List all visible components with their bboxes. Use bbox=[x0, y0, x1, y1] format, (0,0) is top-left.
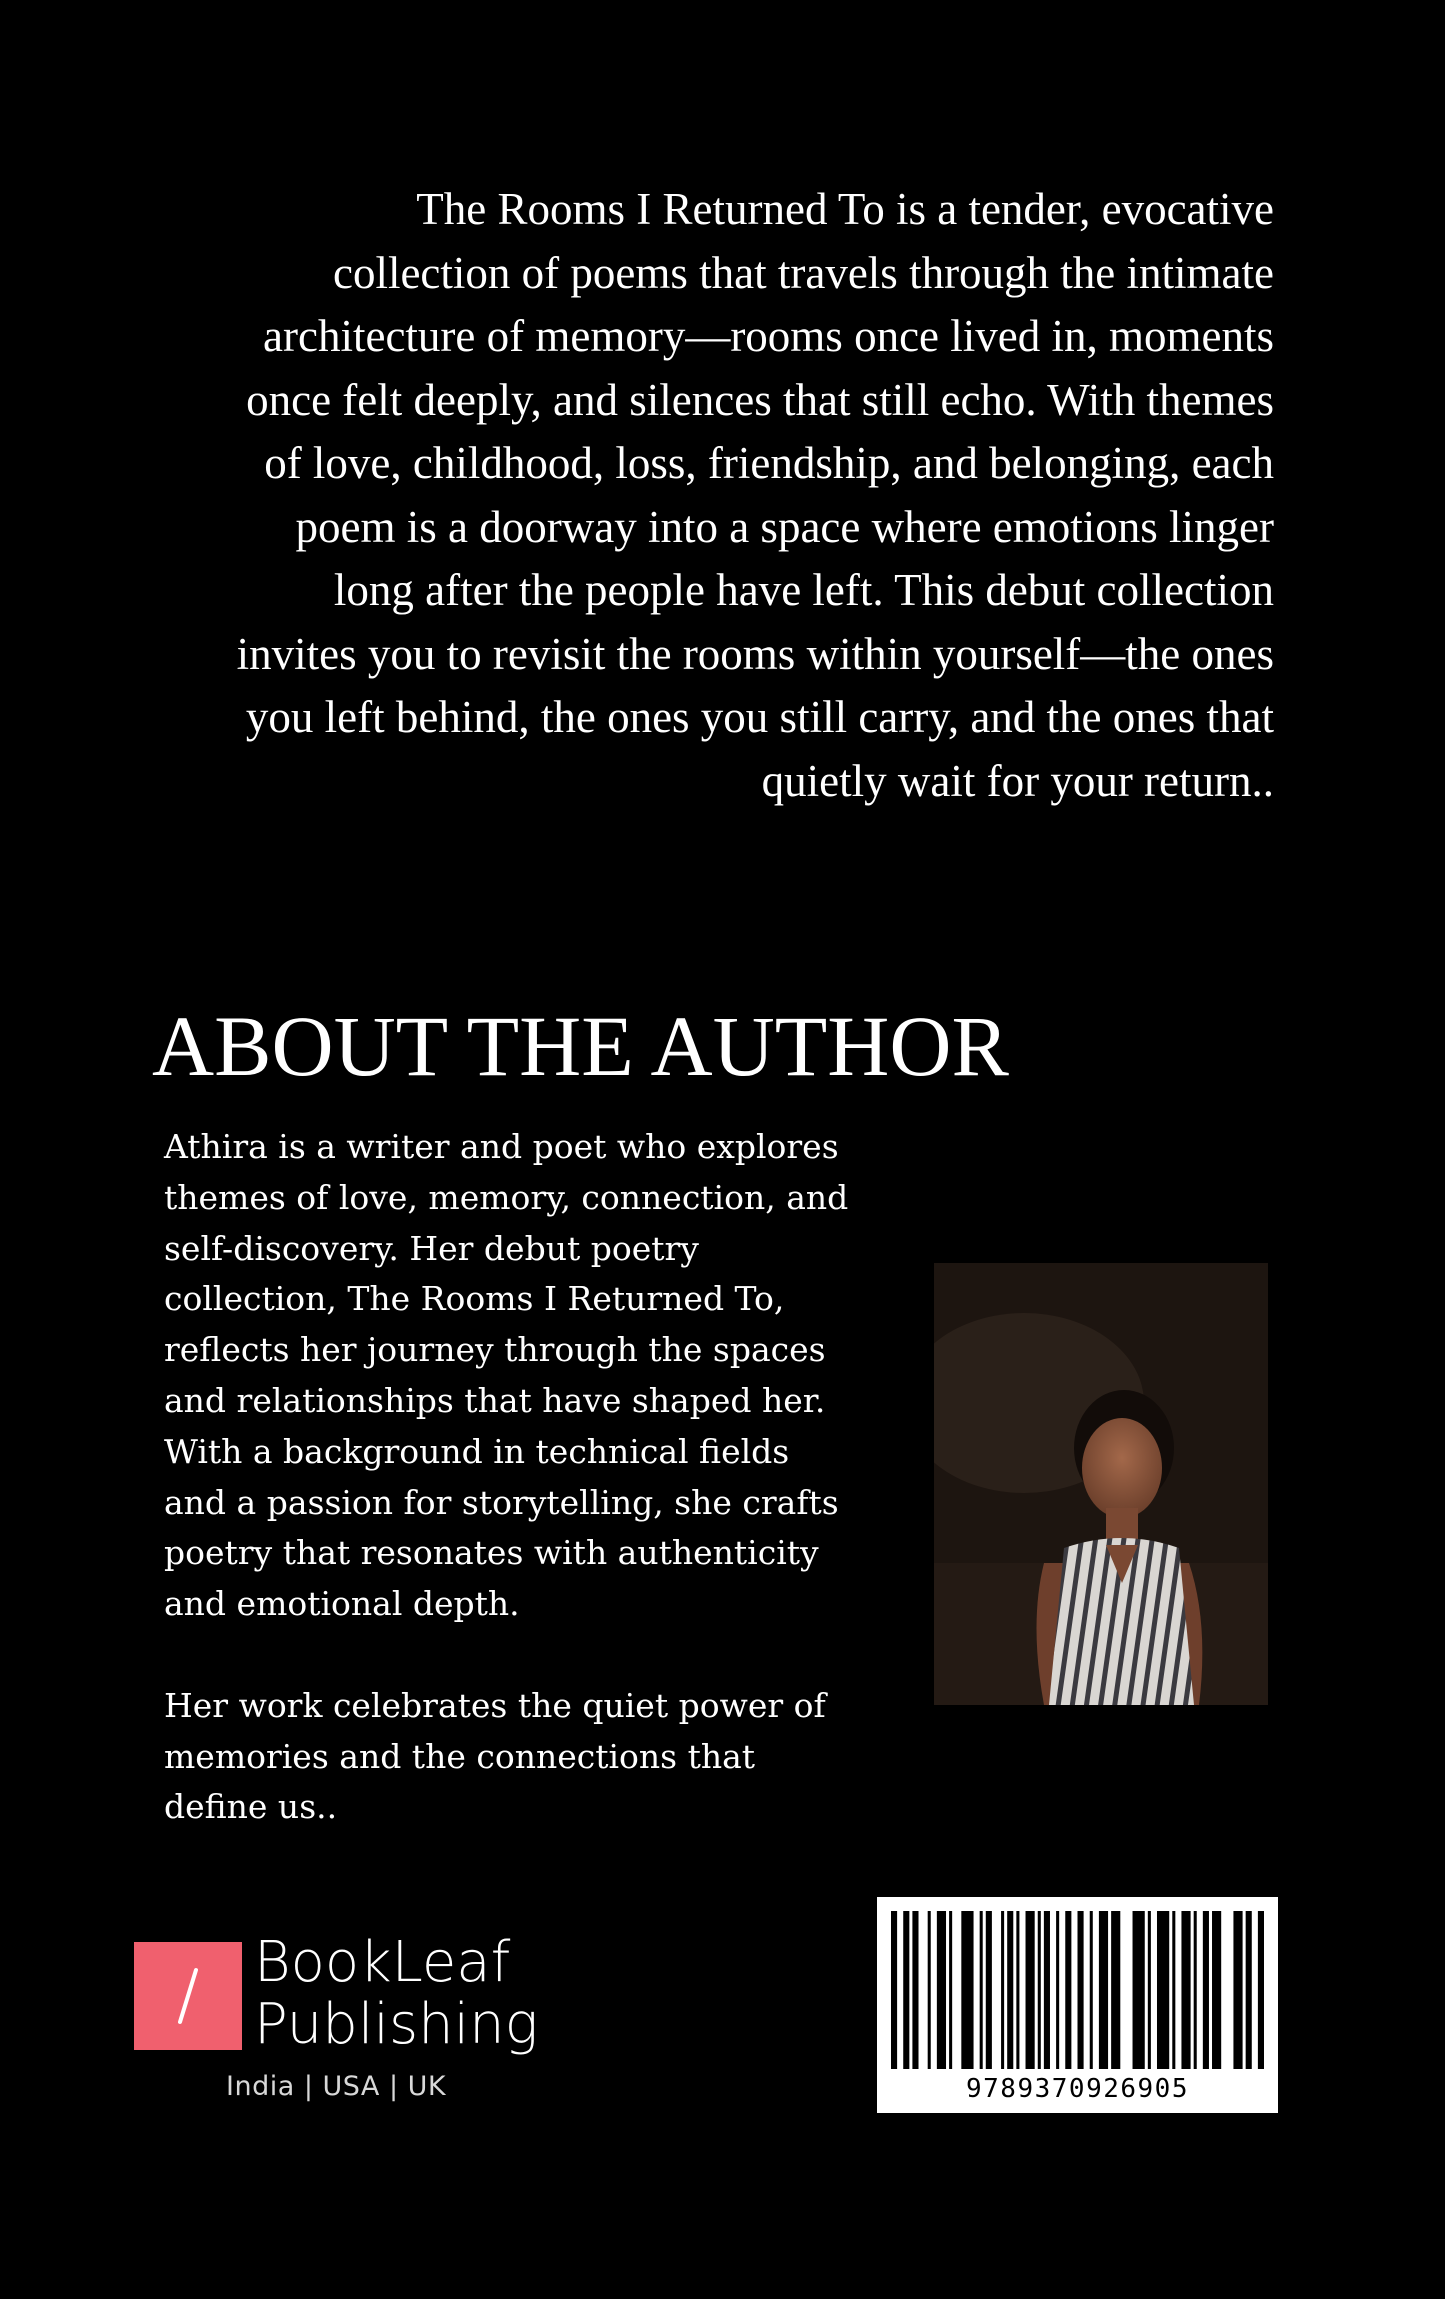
bio-line: themes of love, memory, connection, and bbox=[164, 1177, 849, 1217]
bio-line: With a background in technical fields bbox=[164, 1431, 790, 1471]
blurb-line: The Rooms I Returned To is a tender, evocative bbox=[416, 184, 1274, 234]
isbn-number: 9789370926905 bbox=[966, 2074, 1189, 2104]
bio-line: Athira is a writer and poet who explores bbox=[164, 1127, 839, 1166]
barcode-bar bbox=[1203, 1911, 1209, 2069]
author-portrait-illustration bbox=[934, 1263, 1268, 1705]
slash-icon bbox=[134, 1942, 242, 2050]
barcode-bar bbox=[961, 1911, 973, 2069]
author-bio bbox=[164, 1122, 924, 1833]
barcode-bar bbox=[1090, 1911, 1093, 2069]
blurb-line: once felt deeply, and silences that still echo. With themes bbox=[246, 374, 1274, 425]
barcode-bar bbox=[1246, 1911, 1252, 2069]
about-the-author-heading: ABOUT THE AUTHOR bbox=[152, 998, 1009, 1094]
blurb-line: collection of poems that travels through the intimate bbox=[332, 247, 1274, 298]
blurb-line: long after the people have left. This debut collection bbox=[333, 565, 1274, 615]
barcode-bar bbox=[1026, 1911, 1035, 2069]
bio-line: self-discovery. Her debut poetry bbox=[164, 1228, 699, 1268]
barcode-bar bbox=[1001, 1911, 1004, 2069]
bio-closing-line: define us.. bbox=[164, 1787, 338, 1827]
barcode-bar bbox=[1172, 1911, 1175, 2069]
barcode-bar bbox=[1181, 1911, 1190, 2069]
barcode-bar bbox=[1111, 1911, 1120, 2069]
barcode-bar bbox=[1157, 1911, 1169, 2069]
bio-line: collection, The Rooms I Returned To, bbox=[164, 1279, 785, 1319]
bookleaf-logo-icon bbox=[134, 1942, 242, 2050]
bio-closing-line: memories and the connections that bbox=[164, 1736, 756, 1776]
publisher-name-line1: BookLeaf bbox=[254, 1930, 511, 1995]
barcode-bar bbox=[903, 1911, 909, 2069]
barcode-bar bbox=[1194, 1911, 1197, 2069]
blurb-line: poem is a doorway into a space where emotions linger bbox=[295, 501, 1274, 552]
bio-line: and a passion for storytelling, she crafts bbox=[164, 1482, 839, 1522]
barcode-bar bbox=[1099, 1911, 1108, 2069]
barcode-bar bbox=[1007, 1911, 1013, 2069]
blurb-line: of love, childhood, loss, friendship, and belonging, each bbox=[264, 438, 1274, 488]
publisher-regions: India | USA | UK bbox=[226, 2071, 447, 2102]
barcode-bar bbox=[891, 1911, 897, 2069]
barcode-bar bbox=[1044, 1911, 1050, 2069]
blurb-line: invites you to revisit the rooms within yourself—the ones bbox=[236, 628, 1274, 679]
barcode-bar bbox=[912, 1911, 918, 2069]
barcode-bar bbox=[1258, 1911, 1264, 2069]
blurb-line: architecture of memory—rooms once lived in, moments bbox=[263, 311, 1274, 361]
barcode-bar bbox=[1133, 1911, 1145, 2069]
barcode-bar bbox=[1212, 1911, 1221, 2069]
publisher-name-line2: Publishing bbox=[254, 1992, 539, 2057]
isbn-barcode bbox=[877, 1897, 1278, 2113]
barcode-bar bbox=[1065, 1911, 1071, 2069]
barcode-bar bbox=[928, 1911, 931, 2069]
author-photo bbox=[934, 1263, 1268, 1705]
blurb-line: quietly wait for your return.. bbox=[761, 755, 1274, 806]
barcode-bar bbox=[1233, 1911, 1242, 2069]
barcode-bar bbox=[1016, 1911, 1019, 2069]
barcode-bar bbox=[1148, 1911, 1151, 2069]
barcode-bar bbox=[1038, 1911, 1041, 2069]
bio-line: reflects her journey through the spaces bbox=[164, 1330, 826, 1370]
bio-line: and emotional depth. bbox=[164, 1584, 520, 1624]
barcode-bar bbox=[1056, 1911, 1059, 2069]
bio-line: and relationships that have shaped her. bbox=[164, 1380, 826, 1420]
bio-closing-line: Her work celebrates the quiet power of bbox=[164, 1685, 826, 1725]
barcode-bar bbox=[937, 1911, 946, 2069]
paragraph-gap bbox=[164, 1630, 924, 1681]
barcode-bar bbox=[980, 1911, 983, 2069]
publisher-name bbox=[254, 1932, 538, 2056]
barcode-bar bbox=[986, 1911, 992, 2069]
barcode-bar bbox=[949, 1911, 952, 2069]
barcode-bar bbox=[1078, 1911, 1084, 2069]
blurb-line: you left behind, the ones you still carry, and the ones that bbox=[245, 692, 1274, 742]
back-cover-blurb bbox=[150, 178, 1274, 813]
bio-line: poetry that resonates with authenticity bbox=[164, 1533, 819, 1573]
